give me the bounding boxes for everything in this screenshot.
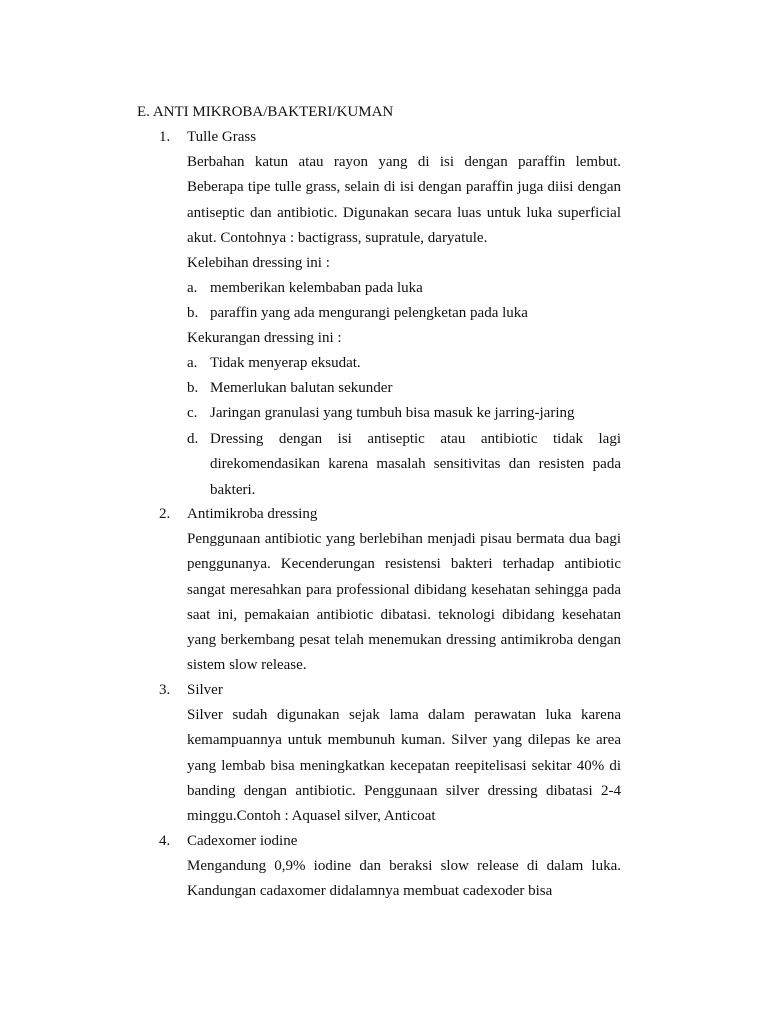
list-letter: d. [187,431,199,447]
list-letter: b. [187,380,199,396]
list-letter: a. [187,280,198,296]
list-text: Jaringan granulasi yang tumbuh bisa masuk ke jarring-jaring [210,405,575,421]
section-paragraph: Penggunaan antibiotic yang berlebihan menjadi pisau bermata dua bagi penggunanya. Kecenderungan resistensi bakteri terhadap antibiotic sangat meresahkan para professional dibidang kesehatan sehingga pada saat ini, pemakaian antibiotic dibatasi. teknologi dibidang kesehatan yang berkembang pesat telah menemukan dressing antimikroba dengan sistem slow release. [187,531,621,674]
list-item [187,276,621,301]
list-letter: c. [187,405,198,421]
section-title: Cadexomer iodine [187,833,298,849]
list-item [187,301,621,326]
section-number: 3. [159,682,171,698]
section-title: Antimikroba dressing [187,506,318,522]
list-item [187,427,621,503]
disadvantages-label: Kekurangan dressing ini : [187,330,342,346]
list-item [187,351,621,376]
list-letter: b. [187,305,199,321]
list-text: Memerlukan balutan sekunder [210,380,393,396]
section-paragraph: Silver sudah digunakan sejak lama dalam perawatan luka karena kemampuannya untuk membunuh kuman. Silver yang dilepas ke area yang lembab bisa meningkatkan kecepatan reepitelisasi sekitar 40% di banding dengan antibiotic. Penggunaan silver dressing dibatasi 2-4 minggu.Contoh : Aquasel silver, Anticoat [187,707,621,825]
list-text: memberikan kelembaban pada luka [210,280,423,296]
section-paragraph: Berbahan katun atau rayon yang di isi dengan paraffin lembut. Beberapa tipe tulle grass, selain di isi dengan paraffin juga diisi dengan antiseptic dan antibiotic. Digunakan secara luas untuk luka superficial akut. Contohnya : bactigrass, supratule, daryatule. [187,154,621,246]
advantages-label: Kelebihan dressing ini : [187,255,330,271]
section-title: Tulle Grass [187,129,257,145]
section-paragraph: Mengandung 0,9% iodine dan beraksi slow release di dalam luka. Kandungan cadaxomer didalamnya membuat cadexoder bisa [187,858,621,900]
section-number: 1. [159,129,171,145]
list-item [187,376,621,401]
list-item [187,401,621,426]
list-text: Tidak menyerap eksudat. [210,355,361,371]
section-number: 2. [159,506,171,522]
list-text: paraffin yang ada mengurangi pelengketan pada luka [210,305,528,321]
section-heading: E. ANTI MIKROBA/BAKTERI/KUMAN [137,104,394,120]
section-title: Silver [187,682,223,698]
list-letter: a. [187,355,198,371]
section-number: 4. [159,833,171,849]
list-text: Dressing dengan isi antiseptic atau antibiotic tidak lagi direkomendasikan karena masalah sensitivitas dan resisten pada bakteri. [210,431,621,498]
